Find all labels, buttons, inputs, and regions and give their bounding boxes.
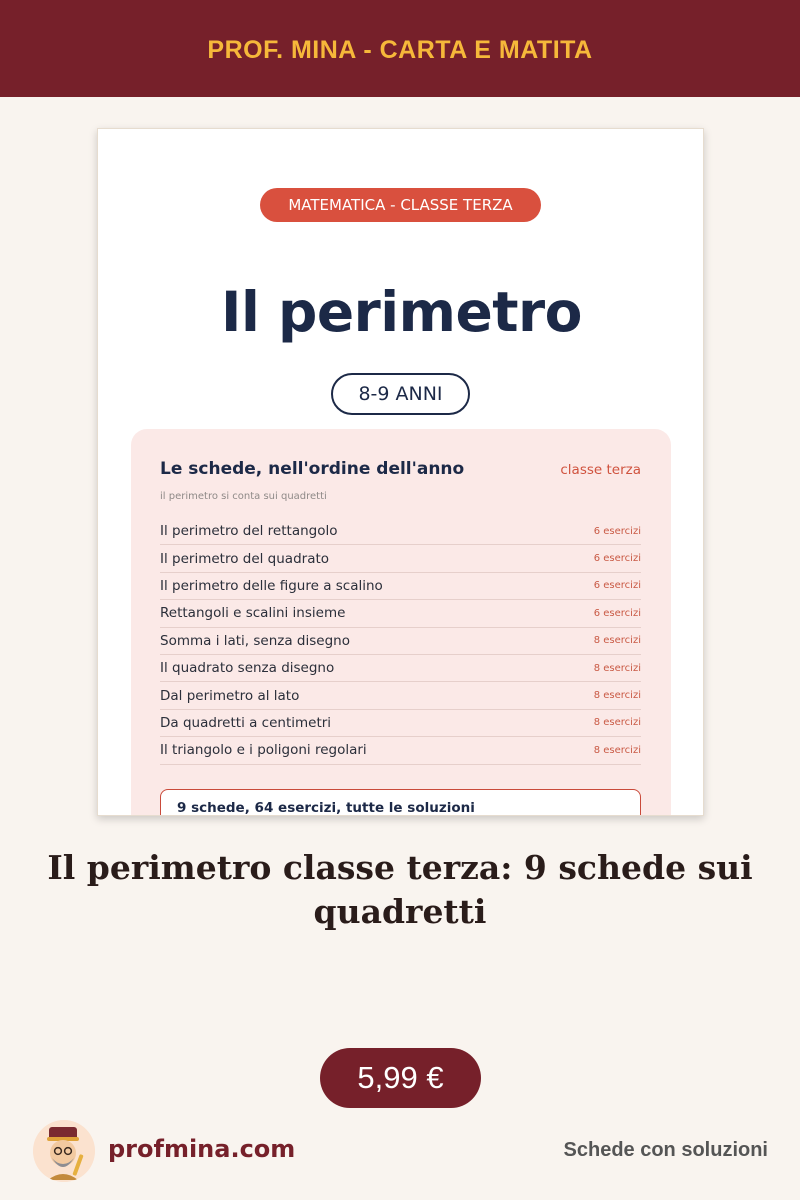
age-badge: 8-9 ANNI <box>331 373 470 415</box>
teacher-avatar-icon <box>33 1120 95 1182</box>
sheet-exercise-count: 6 esercizi <box>593 607 641 619</box>
sheet-exercise-count: 8 esercizi <box>593 635 641 647</box>
price-badge[interactable]: 5,99 € <box>320 1048 481 1108</box>
sheet-name: Rettangoli e scalini insieme <box>160 605 346 622</box>
class-label: classe terza <box>560 462 641 478</box>
sheet-exercise-count: 6 esercizi <box>593 580 641 592</box>
sheets-panel <box>131 429 671 816</box>
sheet-row <box>160 628 641 655</box>
sheet-row <box>160 710 641 737</box>
sheet-name: Il quadrato senza disegno <box>160 660 335 677</box>
sheet-name: Il perimetro del rettangolo <box>160 523 338 540</box>
sheet-row <box>160 518 641 545</box>
sheet-row <box>160 737 641 764</box>
sheet-exercise-count: 8 esercizi <box>593 690 641 702</box>
sheet-name: Il perimetro delle figure a scalino <box>160 577 383 594</box>
tagline: Schede con soluzioni <box>563 1139 768 1161</box>
sheet-exercise-count: 6 esercizi <box>593 525 641 537</box>
summary-box <box>160 789 641 816</box>
top-banner <box>0 0 800 97</box>
product-cover-image[interactable] <box>97 128 704 816</box>
teacher-avatar-icon <box>33 1120 95 1182</box>
sheet-row <box>160 655 641 682</box>
product-title[interactable]: Il perimetro classe terza: 9 schede sui quadretti <box>47 848 753 931</box>
sheet-exercise-count: 8 esercizi <box>593 662 641 674</box>
sheet-row <box>160 545 641 572</box>
sheet-exercise-count: 6 esercizi <box>593 553 641 565</box>
sheet-exercise-count: 8 esercizi <box>593 744 641 756</box>
subject-badge: MATEMATICA - CLASSE TERZA <box>260 188 541 222</box>
sheet-row <box>160 600 641 627</box>
sheet-name: Dal perimetro al lato <box>160 687 300 704</box>
panel-note: il perimetro si conta sui quadretti <box>160 491 327 502</box>
cover-title: Il perimetro <box>221 280 582 344</box>
sheet-exercise-count: 8 esercizi <box>593 717 641 729</box>
sheet-name: Da quadretti a centimetri <box>160 714 332 731</box>
sheet-row <box>160 573 641 600</box>
sheet-name: Il perimetro del quadrato <box>160 550 330 567</box>
summary-text: 9 schede, 64 esercizi, tutte le soluzioni <box>177 800 475 816</box>
sheet-list <box>160 518 641 765</box>
panel-heading: Le schede, nell'ordine dell'anno <box>160 459 465 479</box>
sheet-name: Somma i lati, senza disegno <box>160 632 350 649</box>
brand-header-title: PROF. MINA - CARTA E MATITA <box>207 36 593 64</box>
site-link[interactable]: profmina.com <box>108 1135 296 1163</box>
sheet-row <box>160 682 641 709</box>
sheet-name: Il triangolo e i poligoni regolari <box>160 742 367 759</box>
